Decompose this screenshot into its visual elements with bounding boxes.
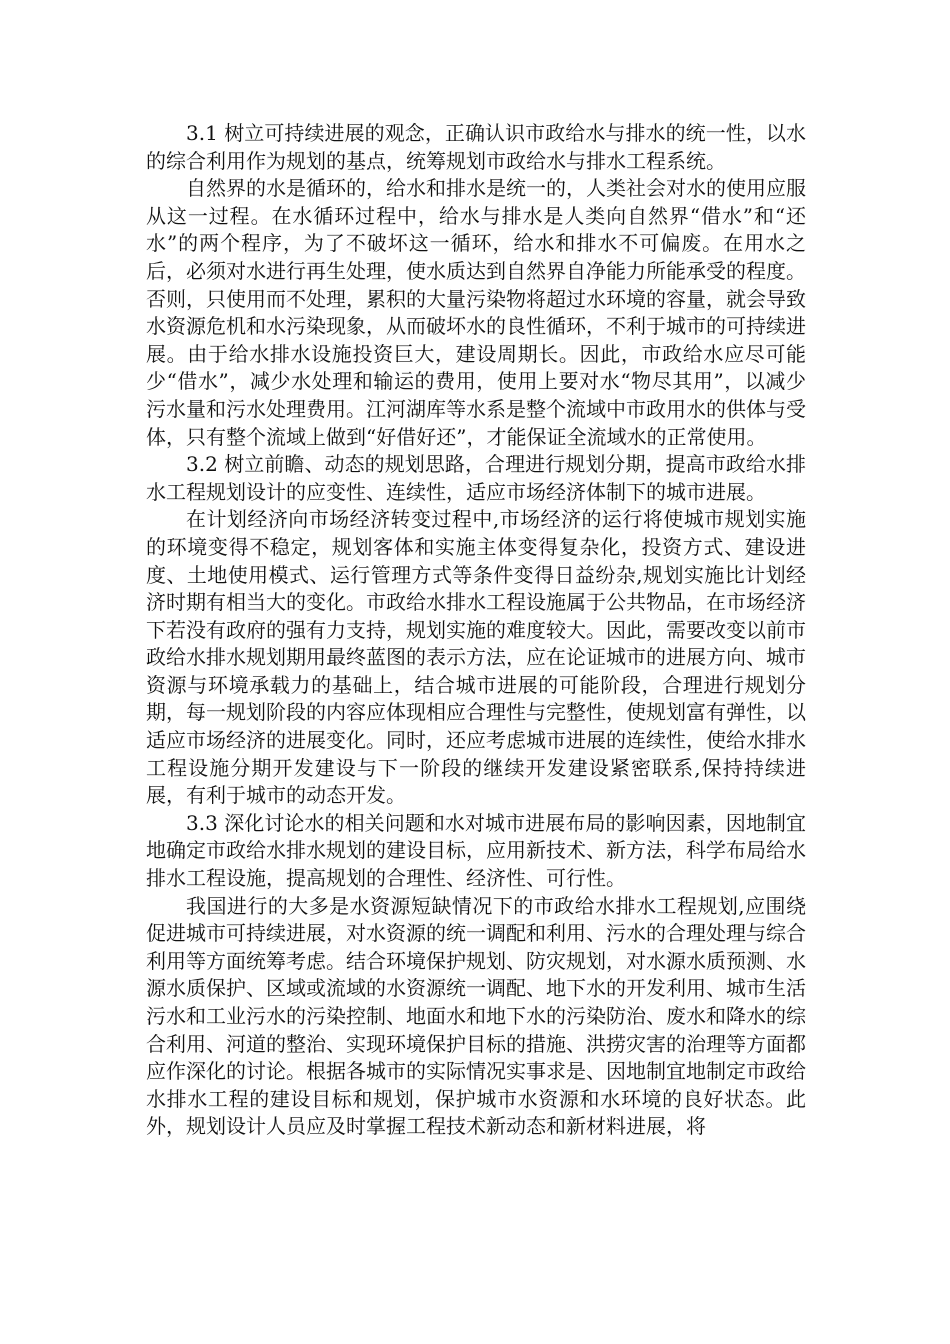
paragraph: 我国进行的大多是水资源短缺情况下的市政给水排水工程规划,应围绕促进城市可持续进展，对水资源的统一调配和利用、污水的合理处理与综合利用等方面统筹考虑。结合环境保护规划、防灾规划，对水源水质预测、水源水质保护、区域或流域的水资源统一调配、地下水的开发利用、城市生活污水和工业污水的污染控制、地面水和地下水的污染防治、废水和降水的综合利用、河道的整治、实现环境保护目标的措施、洪捞灾害的治理等方面都应作深化的讨论。根据各城市的实际情况实事求是、因地制宜地制定市政给水排水工程的建设目标和规划，保护城市水资源和水环境的良好状态。此外，规划设计人员应及时掌握工程技术新动态和新材料进展，将 xyxy=(146,893,806,1139)
document-body xyxy=(146,120,806,1141)
section-heading-3-1: 3.1 树立可持续进展的观念，正确认识市政给水与排水的统一性，以水的综合利用作为规划的基点，统筹规划市政给水与排水工程系统。 xyxy=(146,121,806,173)
paragraph: 在计划经济向市场经济转变过程中,市场经济的运行将使城市规划实施的环境变得不稳定，规划客体和实施主体变得复杂化，投资方式、建设进度、土地使用模式、运行管理方式等条件变得日益纷杂,规划实施比计划经济时期有相当大的变化。市政给水排水工程设施属于公共物品，在市场经济下若没有政府的强有力支持，规划实施的难度较大。因此，需要改变以前市政给水排水规划期用最终蓝图的表示方法，应在论证城市的进展方向、城市资源与环境承载力的基础上，结合城市进展的可能阶段，合理进行规划分期，每一规划阶段的内容应体现相应合理性与完整性，使规划富有弹性，以适应市场经济的进展变化。同时，还应考虑城市进展的连续性，使给水排水工程设施分期开发建设与下一阶段的继续开发建设紧密联系,保持持续进展，有利于城市的动态开发。 xyxy=(146,507,806,808)
paragraph: 自然界的水是循环的，给水和排水是统一的，人类社会对水的使用应服从这一过程。在水循环过程中，给水与排水是人类向自然界“借水”和“还水”的两个程序，为了不破坏这一循环，给水和排水不可偏废。在用水之后，必须对水进行再生处理，使水质达到自然界自净能力所能承受的程度。否则，只使用而不处理，累积的大量污染物将超过水环境的容量，就会导致水资源危机和水污染现象，从而破坏水的良性循环，不利于城市的可持续进展。由于给水排水设施投资巨大，建设周期长。因此，市政给水应尽可能少“借水”，减少水处理和输运的费用，使用上要对水“物尽其用”，以减少污水量和污水处理费用。江河湖库等水系是整个流域中市政用水的供体与受体，只有整个流域上做到“好借好还”，才能保证全流域水的正常使用。 xyxy=(146,176,806,449)
section-heading-3-2: 3.2 树立前瞻、动态的规划思路，合理进行规划分期，提高市政给水排水工程规划设计的应变性、连续性，适应市场经济体制下的城市进展。 xyxy=(146,452,806,504)
section-heading-3-3: 3.3 深化讨论水的相关问题和水对城市进展布局的影响因素，因地制宜地确定市政给水排水规划的建设目标，应用新技术、新方法，科学布局给水排水工程设施，提高规划的合理性、经济性、可行性。 xyxy=(146,810,806,891)
